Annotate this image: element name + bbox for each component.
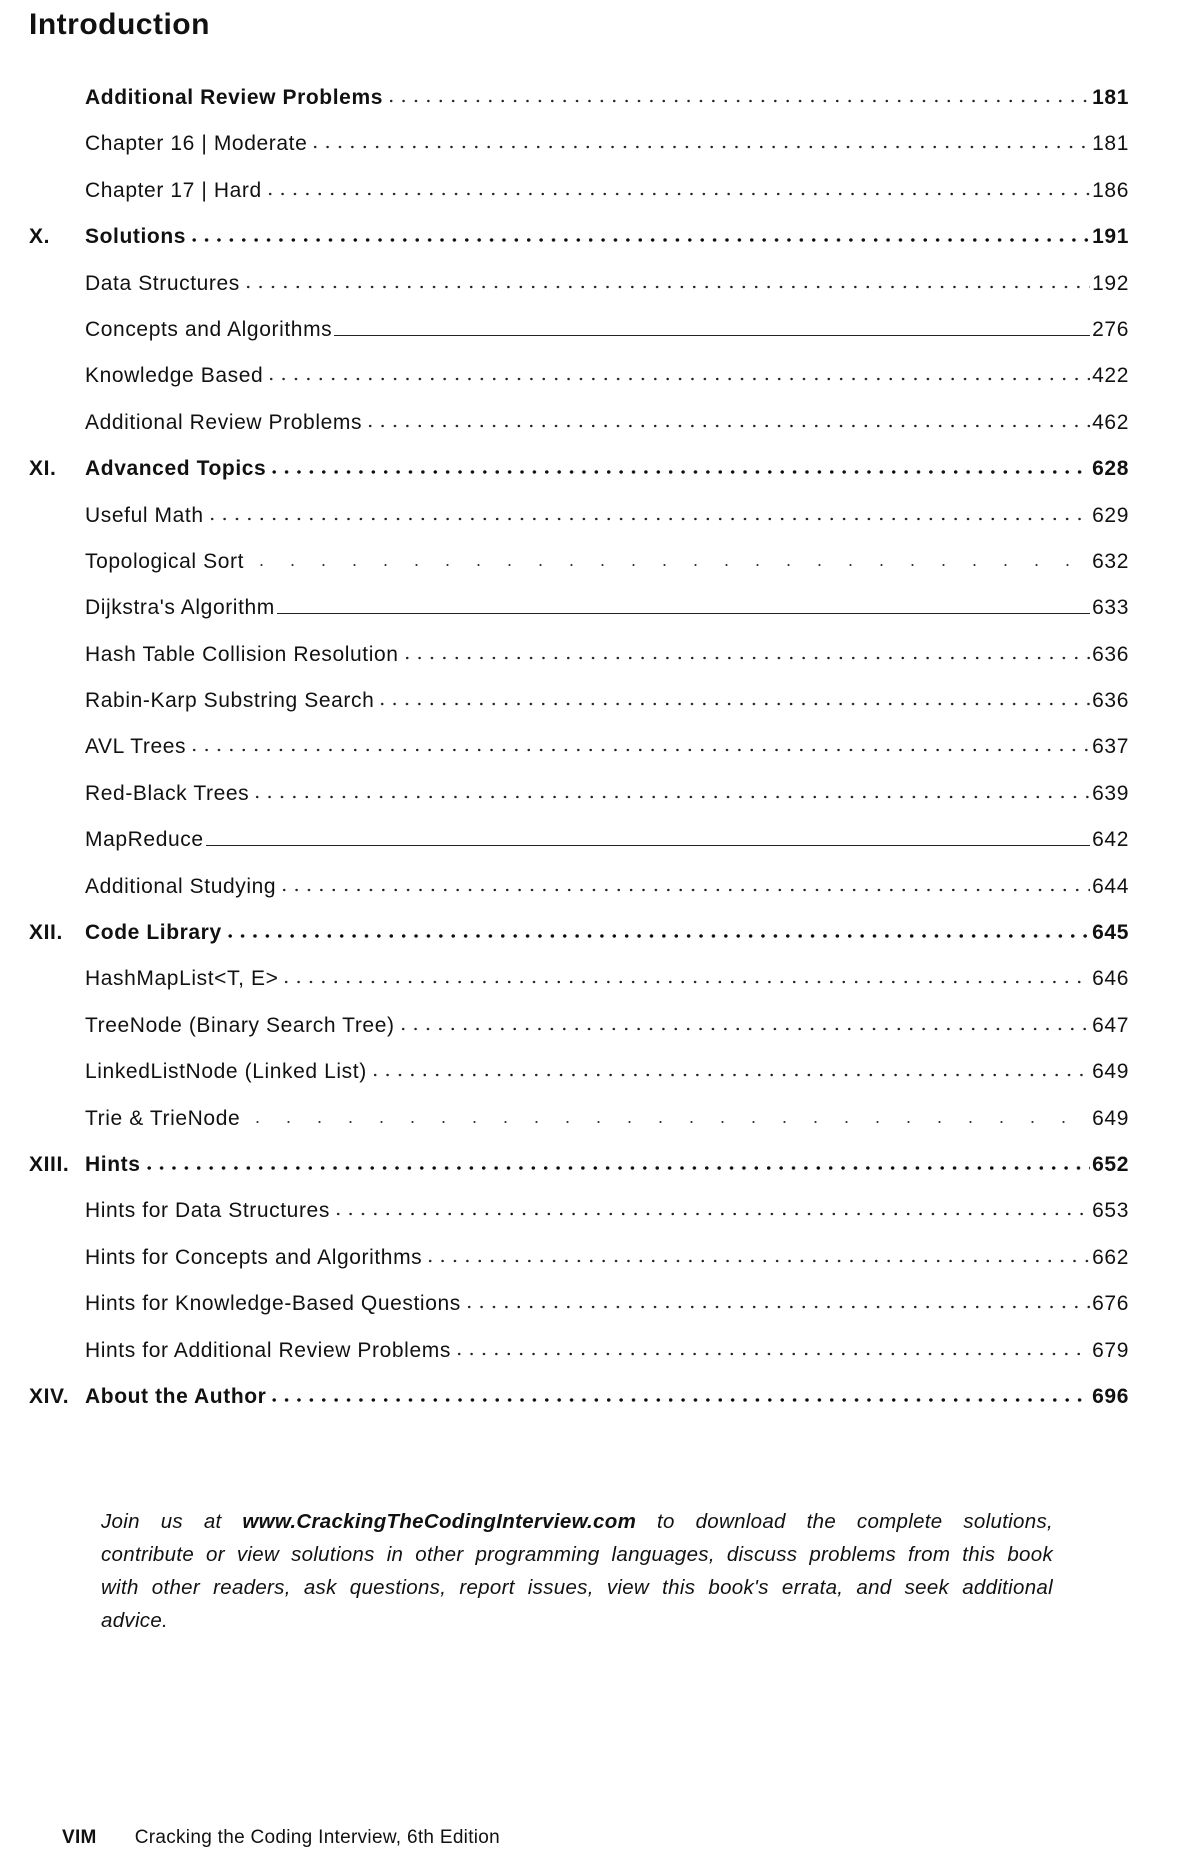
toc-entry-row[interactable] (29, 272, 1129, 318)
toc-leader (188, 747, 1090, 753)
toc-page-number: 645 (1092, 921, 1129, 945)
toc-leader (264, 191, 1090, 197)
toc-leader (242, 284, 1090, 290)
toc-leader (277, 613, 1090, 614)
page-folio: VIM (62, 1827, 97, 1848)
toc-page-number: 633 (1092, 596, 1129, 620)
toc-leader (206, 516, 1091, 522)
toc-page-number: 422 (1092, 364, 1129, 388)
toc-section-number: XIII. (29, 1152, 70, 1176)
toc-entry-title: Trie & TrieNode (85, 1106, 241, 1130)
toc-entry-title: Hints (85, 1152, 141, 1176)
toc-entry-row[interactable] (29, 1014, 1129, 1060)
toc-entry-row[interactable] (29, 1107, 1129, 1153)
toc-entry-title: Concepts and Algorithms (85, 317, 333, 341)
toc-leader (453, 1351, 1090, 1357)
toc-page-number: 186 (1092, 178, 1129, 202)
toc-page-number: 649 (1092, 1060, 1129, 1084)
book-title: Cracking the Coding Interview, 6th Edition (134, 1827, 501, 1848)
toc-page-number: 652 (1092, 1152, 1129, 1176)
toc-entry-title: MapReduce (85, 828, 204, 852)
toc-section-row[interactable] (29, 1153, 1129, 1199)
toc-leader (143, 1165, 1091, 1171)
toc-page-number: 181 (1092, 86, 1129, 109)
toc-page-number: 649 (1092, 1106, 1129, 1130)
toc-entry-row[interactable] (29, 689, 1129, 735)
toc-leader (224, 933, 1090, 939)
toc-page-number: 646 (1092, 967, 1129, 991)
page-footer (62, 1827, 500, 1849)
toc-leader (251, 794, 1090, 800)
toc-entry-row[interactable] (29, 1292, 1129, 1338)
toc-page-number: 191 (1092, 225, 1129, 249)
toc-page-number: 462 (1092, 410, 1129, 434)
toc-leader (334, 335, 1090, 336)
toc-section-row[interactable] (29, 225, 1129, 271)
toc-entry-title: Hints for Additional Review Problems (85, 1338, 451, 1362)
toc-entry-row[interactable] (29, 318, 1129, 364)
toc-entry-row[interactable] (29, 1199, 1129, 1245)
toc-entry-title: Knowledge Based (85, 364, 264, 388)
promo-url-link[interactable]: www.CrackingTheCodingInterview.com (242, 1510, 637, 1533)
toc-page-number: 629 (1092, 503, 1129, 527)
promo-text-after: to download the complete solutions, contribute or view solutions in other programming languages, discuss problems from this book with other readers, ask questions, report issues, view this book's errata, and seek additional advice. (101, 1510, 1053, 1632)
toc-entry-row[interactable] (29, 782, 1129, 828)
toc-leader (206, 845, 1091, 846)
toc-page-number: 676 (1092, 1292, 1129, 1316)
toc-entry-row[interactable] (29, 504, 1129, 550)
toc-entry-title: Chapter 17 | Hard (85, 178, 262, 202)
toc-page-number: 647 (1092, 1013, 1129, 1037)
toc-leader (309, 144, 1090, 150)
toc-entry-title: Hints for Concepts and Algorithms (85, 1245, 423, 1269)
toc-leader (364, 423, 1090, 429)
toc-page-number: 644 (1092, 874, 1129, 898)
toc-leader (369, 1072, 1090, 1078)
toc-entry-title: TreeNode (Binary Search Tree) (85, 1013, 395, 1037)
toc-entry-row[interactable] (29, 1246, 1129, 1292)
toc-entry-title: About the Author (85, 1384, 267, 1408)
toc-page-number: 653 (1092, 1199, 1129, 1223)
toc-section-number: XII. (29, 921, 63, 945)
toc-page-number: 637 (1092, 735, 1129, 759)
toc-leader (332, 1211, 1090, 1217)
toc-entry-title: Additional Review Problems (85, 410, 363, 434)
toc-entry-title: Hash Table Collision Resolution (85, 642, 399, 666)
toc-page-number: 636 (1092, 642, 1129, 666)
toc-entry-row[interactable] (29, 1060, 1129, 1106)
toc-leader (376, 701, 1090, 707)
promo-text-before: Join us at (101, 1510, 243, 1533)
toc-leader (401, 655, 1091, 661)
promo-paragraph (101, 1505, 1053, 1637)
toc-entry-title: Additional Studying (85, 874, 277, 898)
toc-section-number: XI. (29, 457, 57, 481)
toc-page-number: 181 (1092, 132, 1129, 156)
toc-page-number: 632 (1092, 549, 1129, 573)
toc-leader (268, 469, 1090, 475)
table-of-contents (29, 86, 1129, 1431)
toc-entry-row[interactable] (29, 411, 1129, 457)
toc-page-number: 192 (1092, 271, 1129, 295)
toc-entry-row[interactable] (29, 875, 1129, 921)
toc-entry-row[interactable] (29, 967, 1129, 1013)
toc-entry-title: Dijkstra's Algorithm (85, 596, 275, 620)
toc-leader (424, 1258, 1090, 1264)
toc-entry-title: Data Structures (85, 271, 240, 295)
toc-entry-title: Chapter 16 | Moderate (85, 132, 308, 156)
toc-entry-title: Useful Math (85, 503, 204, 527)
toc-entry-row[interactable] (29, 596, 1129, 642)
toc-entry-row[interactable] (29, 1339, 1129, 1385)
toc-page-number: 696 (1092, 1384, 1129, 1408)
toc-entry-title: Hints for Knowledge-Based Questions (85, 1292, 461, 1316)
toc-entry-row[interactable] (29, 132, 1129, 178)
toc-entry-title: LinkedListNode (Linked List) (85, 1060, 367, 1084)
toc-entry-title: Hints for Data Structures (85, 1199, 330, 1223)
toc-page-number: 639 (1092, 781, 1129, 805)
toc-entry-title: Topological Sort (85, 549, 245, 573)
toc-entry-title: Solutions (85, 225, 187, 249)
toc-entry-title: Red-Black Trees (85, 781, 250, 805)
toc-section-row[interactable] (29, 457, 1129, 503)
toc-leader (278, 887, 1090, 893)
toc-entry-row[interactable] (29, 643, 1129, 689)
toc-entry-title: AVL Trees (85, 735, 187, 759)
toc-entry-row[interactable] (29, 364, 1129, 410)
toc-page-number: 276 (1092, 317, 1129, 341)
toc-leader (242, 1119, 1090, 1125)
toc-leader (246, 562, 1090, 568)
toc-section-number: XIV. (29, 1384, 70, 1408)
toc-entry-row[interactable] (29, 550, 1129, 596)
toc-leader (265, 376, 1090, 382)
toc-section-row[interactable] (29, 921, 1129, 967)
toc-leader (280, 979, 1090, 985)
toc-entry-row[interactable] (29, 86, 1129, 132)
toc-page-number: 662 (1092, 1245, 1129, 1269)
toc-entry-title: Rabin-Karp Substring Search (85, 689, 375, 713)
toc-entry-title: Code Library (85, 921, 222, 945)
toc-section-number: X. (29, 225, 51, 249)
toc-entry-row[interactable] (29, 735, 1129, 781)
toc-entry-row[interactable] (29, 179, 1129, 225)
toc-entry-title: Advanced Topics (85, 457, 267, 481)
page-title: Introduction (29, 8, 210, 41)
toc-leader (463, 1304, 1090, 1310)
toc-page-number: 679 (1092, 1338, 1129, 1362)
toc-leader (188, 237, 1090, 243)
toc-leader (268, 1397, 1090, 1403)
toc-entry-title: Additional Review Problems (85, 86, 383, 109)
toc-entry-title: HashMapList<T, E> (85, 967, 279, 991)
toc-leader (397, 1026, 1091, 1032)
toc-page-number: 642 (1092, 828, 1129, 852)
toc-leader (385, 98, 1090, 104)
toc-section-row[interactable] (29, 1385, 1129, 1431)
toc-page-number: 636 (1092, 689, 1129, 713)
toc-entry-row[interactable] (29, 828, 1129, 874)
toc-page-number: 628 (1092, 457, 1129, 481)
